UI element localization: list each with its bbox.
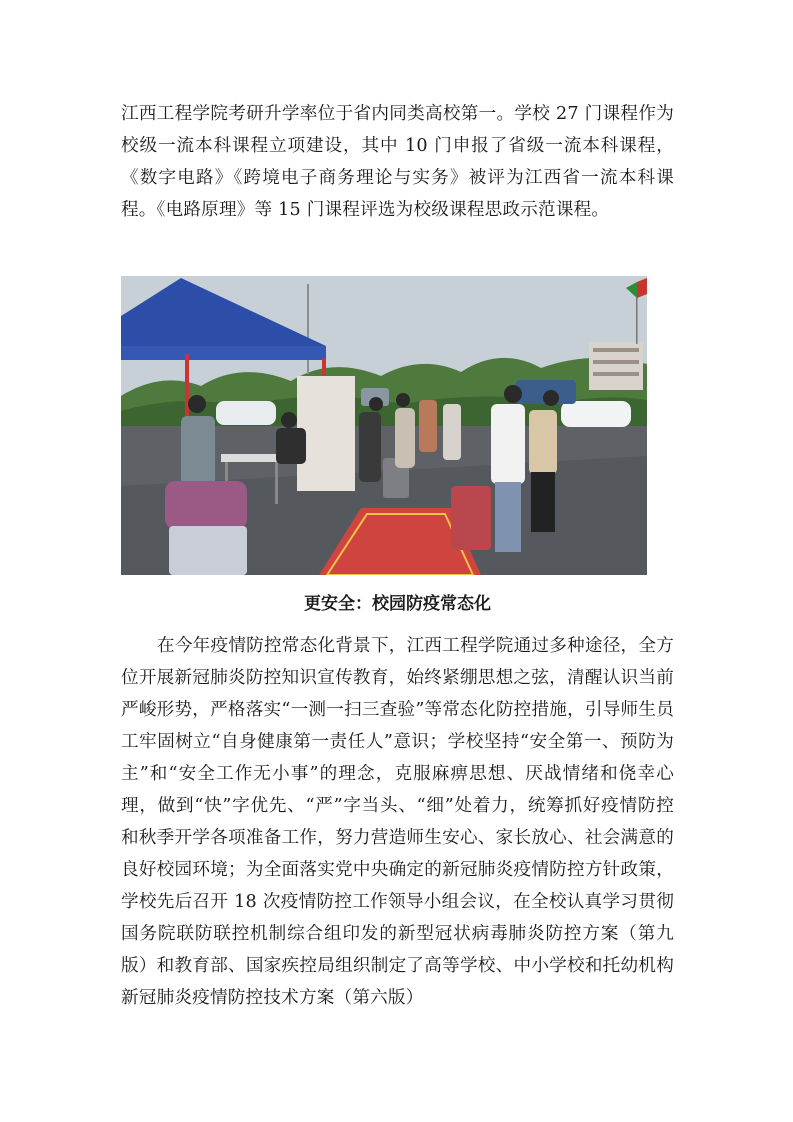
photo-illustration [121,276,647,575]
section-heading: 更安全：校园防疫常态化 [304,594,491,614]
campus-registration-photo [121,276,647,575]
body-paragraph: 在今年疫情防控常态化背景下，江西工程学院通过多种途径，全方位开展新冠肺炎防控知识宣传教育，始终紧绷思想之弦，清醒认识当前严峻形势，严格落实“一测一扫三查验”等常态化防控措施，引导师生员工牢固树立“自身健康第一责任人”意识；学校坚持“安全第一、预防为主”和“安全工作无小事”的理念，克服麻痹思想、厌战情绪和侥幸心理，做到“快”字优先、“严”字当头、“细”处着力，统筹抓好疫情防控和秋季开学各项准备工作，努力营造师生安心、家长放心、社会满意的良好校园环境；为全面落实党中央确定的新冠肺炎疫情防控方针政策，学校先后召开 18 次疫情防控工作领导小组会议，在全校认真学习贯彻国务院联防联控机制综合组印发的新型冠状病毒肺炎防控方案（第九版）和教育部、国家疾控局组织制定了高等学校、中小学校和托幼机构新冠肺炎疫情防控技术方案（第六版） [121,636,674,1008]
intro-paragraph: 江西工程学院考研升学率位于省内同类高校第一。学校 27 门课程作为校级一流本科课程立项建设，其中 10 门申报了省级一流本科课程，《数字电路》《跨境电子商务理论与实务》被评为江西省一流本科课程。《电路原理》等 15 门课程评选为校级课程思政示范课程。 [121,104,674,220]
